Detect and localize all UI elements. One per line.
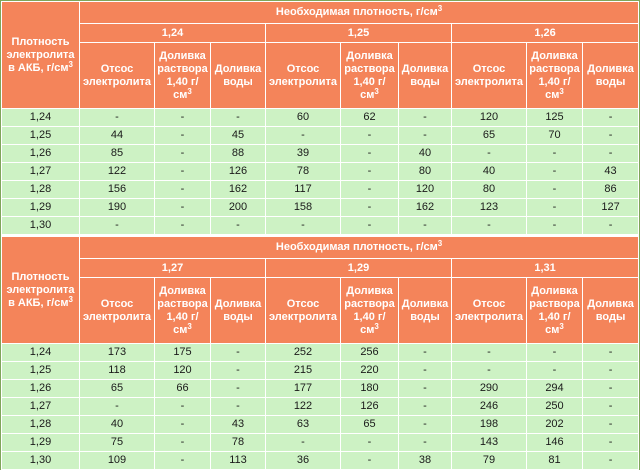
table-cell: - (155, 109, 211, 127)
table-cell: 40 (80, 416, 155, 434)
row-density-label: 1,27 (2, 163, 80, 181)
table-cell: 200 (211, 199, 266, 217)
col-header-water: Доливка воды (211, 278, 266, 344)
table-cell: - (266, 217, 341, 235)
row-density-label: 1,29 (2, 199, 80, 217)
table-cell: - (527, 199, 583, 217)
table-cell: - (527, 145, 583, 163)
row-density-label: 1,30 (2, 452, 80, 470)
table-cell: 146 (527, 434, 583, 452)
table-cell: - (399, 416, 452, 434)
table-cell: 45 (211, 127, 266, 145)
row-density-label: 1,25 (2, 127, 80, 145)
table-cell: 40 (399, 145, 452, 163)
table-row (2, 163, 639, 181)
table-cell: 120 (399, 181, 452, 199)
table-cell: - (527, 362, 583, 380)
table-cell: 122 (80, 163, 155, 181)
table-cell: - (155, 199, 211, 217)
table-cell: - (155, 416, 211, 434)
table-cell: - (155, 181, 211, 199)
table-cell: 40 (452, 163, 527, 181)
table-cell: 60 (266, 109, 341, 127)
table-cell: 256 (341, 344, 399, 362)
table-cell: 109 (80, 452, 155, 470)
table-cell: 86 (583, 181, 639, 199)
table-cell: - (341, 127, 399, 145)
table-cell: 120 (452, 109, 527, 127)
row-density-label: 1,28 (2, 416, 80, 434)
table-cell: - (527, 217, 583, 235)
table-cell: - (583, 380, 639, 398)
col-header-water: Доливка воды (583, 278, 639, 344)
table-cell: - (399, 380, 452, 398)
table-row (2, 344, 639, 362)
density-group-header: 1,25 (266, 24, 452, 43)
table-cell: - (341, 181, 399, 199)
table-cell: 118 (80, 362, 155, 380)
table-cell: 63 (266, 416, 341, 434)
col-header-drain: Отсос электролита (80, 278, 155, 344)
table-cell: 38 (399, 452, 452, 470)
table-cell: 180 (341, 380, 399, 398)
table-cell: - (527, 181, 583, 199)
row-header-cell: Плотность электролита в АКБ, $г/см^3$ (2, 2, 80, 109)
table-cell: - (583, 109, 639, 127)
table-cell: - (527, 344, 583, 362)
row-density-label: 1,28 (2, 181, 80, 199)
table-cell: 78 (211, 434, 266, 452)
table-cell: 66 (155, 380, 211, 398)
table-cell: - (452, 217, 527, 235)
table-row (2, 217, 639, 235)
table-row (2, 362, 639, 380)
table-cell: - (341, 163, 399, 181)
table-cell: 70 (527, 127, 583, 145)
table-cell: 78 (266, 163, 341, 181)
table-1-body (2, 109, 639, 235)
table-cell: 220 (341, 362, 399, 380)
table-cell: 88 (211, 145, 266, 163)
table-cell: - (583, 217, 639, 235)
table-cell: 158 (266, 199, 341, 217)
table-cell: - (341, 145, 399, 163)
col-header-water: Доливка воды (399, 278, 452, 344)
table-cell: - (341, 434, 399, 452)
table-cell: - (399, 344, 452, 362)
table-cell: - (583, 452, 639, 470)
table-cell: - (155, 145, 211, 163)
row-density-label: 1,27 (2, 398, 80, 416)
density-group-header: 1,27 (80, 259, 266, 278)
row-density-label: 1,30 (2, 217, 80, 235)
table-cell: - (583, 398, 639, 416)
table-cell: 62 (341, 109, 399, 127)
table-cell: - (80, 109, 155, 127)
table-cell: 117 (266, 181, 341, 199)
density-table-1 (1, 1, 639, 235)
col-header-water: Доливка воды (583, 43, 639, 109)
col-header-drain: Отсос электролита (266, 278, 341, 344)
row-header-cell: Плотность электролита в АКБ, $г/см^3$ (2, 237, 80, 344)
table-cell: - (399, 127, 452, 145)
row-density-label: 1,25 (2, 362, 80, 380)
table-cell: - (211, 362, 266, 380)
table-cell: - (155, 452, 211, 470)
table-cell: 162 (399, 199, 452, 217)
table-cell: 120 (155, 362, 211, 380)
table-cell: 122 (266, 398, 341, 416)
table-cell: - (80, 398, 155, 416)
table-cell: - (211, 217, 266, 235)
density-group-header: 1,24 (80, 24, 266, 43)
col-header-drain: Отсос электролита (80, 43, 155, 109)
table-cell: 250 (527, 398, 583, 416)
table-cell: 202 (527, 416, 583, 434)
table-cell: - (80, 217, 155, 235)
table-cell: - (155, 398, 211, 416)
table-cell: 44 (80, 127, 155, 145)
table-cell: 175 (155, 344, 211, 362)
table-cell: 246 (452, 398, 527, 416)
table-cell: 65 (341, 416, 399, 434)
col-header-drain: Отсос электролита (266, 43, 341, 109)
table-cell: - (452, 145, 527, 163)
table-cell: 190 (80, 199, 155, 217)
density-table-2 (1, 236, 639, 470)
table-cell: - (211, 398, 266, 416)
table-cell: 125 (527, 109, 583, 127)
col-header-solution: Доливка раствора 1,40 г/ $см^3$ (527, 278, 583, 344)
required-density-header: Необходимая плотность, $г/см^3$ (80, 2, 639, 24)
table-row (2, 127, 639, 145)
table-cell: - (452, 344, 527, 362)
density-group-header: 1,29 (266, 259, 452, 278)
row-density-label: 1,26 (2, 380, 80, 398)
table-cell: - (155, 163, 211, 181)
table-cell: - (399, 217, 452, 235)
table-cell: 65 (80, 380, 155, 398)
table-cell: 113 (211, 452, 266, 470)
table-2-body (2, 344, 639, 470)
col-header-drain: Отсос электролита (452, 43, 527, 109)
table-cell: 294 (527, 380, 583, 398)
table-row (2, 109, 639, 127)
table-cell: 85 (80, 145, 155, 163)
table-cell: - (583, 127, 639, 145)
required-density-header: Необходимая плотность, $г/см^3$ (80, 237, 639, 259)
table-cell: 126 (341, 398, 399, 416)
table-cell: - (399, 109, 452, 127)
table-cell: 162 (211, 181, 266, 199)
table-row (2, 145, 639, 163)
table-cell: - (583, 434, 639, 452)
table-cell: 252 (266, 344, 341, 362)
table-cell: 143 (452, 434, 527, 452)
table-cell: 36 (266, 452, 341, 470)
table-cell: 39 (266, 145, 341, 163)
table-cell: - (399, 362, 452, 380)
col-header-solution: Доливка раствора 1,40 г/ $см^3$ (527, 43, 583, 109)
table-cell: 123 (452, 199, 527, 217)
table-row (2, 452, 639, 470)
col-header-drain: Отсос электролита (452, 278, 527, 344)
col-header-solution: Доливка раствора 1,40 г/ $см^3$ (155, 278, 211, 344)
density-group-header: 1,26 (452, 24, 639, 43)
table-cell: 290 (452, 380, 527, 398)
table-cell: 173 (80, 344, 155, 362)
table-cell: 177 (266, 380, 341, 398)
table-cell: - (452, 362, 527, 380)
table-row (2, 416, 639, 434)
table-cell: 127 (583, 199, 639, 217)
table-cell: 126 (211, 163, 266, 181)
row-density-label: 1,29 (2, 434, 80, 452)
table-cell: 75 (80, 434, 155, 452)
row-density-label: 1,26 (2, 145, 80, 163)
table-cell: - (527, 163, 583, 181)
col-header-solution: Доливка раствора 1,40 г/ $см^3$ (341, 278, 399, 344)
table-cell: - (399, 398, 452, 416)
table-cell: 80 (452, 181, 527, 199)
table-row (2, 434, 639, 452)
table-cell: - (266, 127, 341, 145)
table-cell: - (211, 109, 266, 127)
table-cell: - (341, 217, 399, 235)
table-cell: 43 (583, 163, 639, 181)
table-cell: - (583, 416, 639, 434)
table-cell: - (211, 380, 266, 398)
col-header-solution: Доливка раствора 1,40 г/ $см^3$ (341, 43, 399, 109)
table-cell: - (155, 434, 211, 452)
table-cell: 81 (527, 452, 583, 470)
table-row (2, 181, 639, 199)
table-row (2, 199, 639, 217)
col-header-water: Доливка воды (399, 43, 452, 109)
table-cell: - (155, 217, 211, 235)
table-cell: 198 (452, 416, 527, 434)
table-cell: - (155, 127, 211, 145)
row-density-label: 1,24 (2, 109, 80, 127)
row-density-label: 1,24 (2, 344, 80, 362)
table-cell: - (399, 434, 452, 452)
table-cell: 215 (266, 362, 341, 380)
table-cell: - (583, 145, 639, 163)
table-cell: - (341, 452, 399, 470)
density-group-header: 1,31 (452, 259, 639, 278)
table-cell: - (583, 362, 639, 380)
table-cell: 80 (399, 163, 452, 181)
table-cell: - (266, 434, 341, 452)
col-header-solution: Доливка раствора 1,40 г/ $см^3$ (155, 43, 211, 109)
table-row (2, 380, 639, 398)
table-cell: 65 (452, 127, 527, 145)
table-cell: 79 (452, 452, 527, 470)
table-cell: 43 (211, 416, 266, 434)
table-cell: 156 (80, 181, 155, 199)
table-cell: - (583, 344, 639, 362)
table-row (2, 398, 639, 416)
table-cell: - (211, 344, 266, 362)
col-header-water: Доливка воды (211, 43, 266, 109)
table-cell: - (341, 199, 399, 217)
